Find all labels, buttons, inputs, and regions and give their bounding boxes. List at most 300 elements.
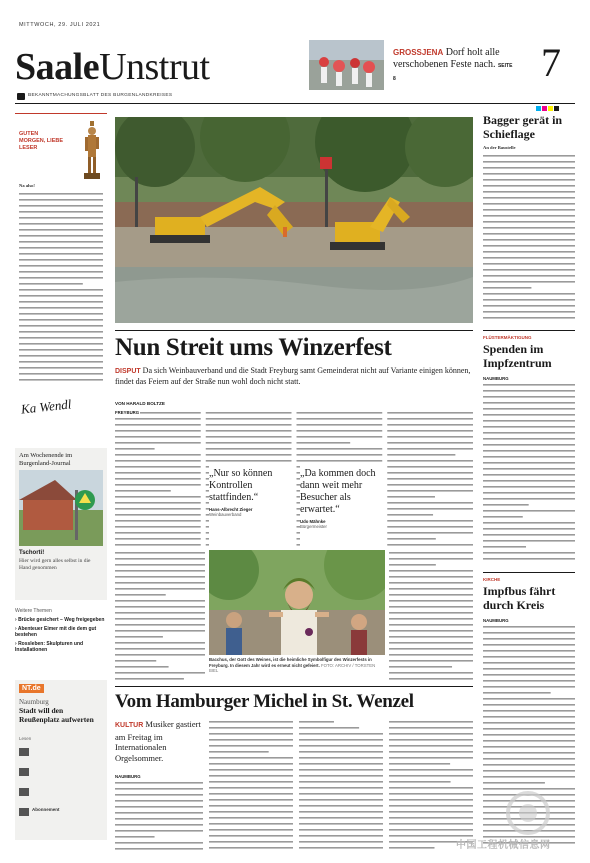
text-line bbox=[115, 824, 203, 826]
text-line bbox=[389, 636, 473, 638]
contact-label: Abonnement bbox=[32, 807, 60, 812]
bottom-dek bbox=[115, 719, 203, 763]
text-line bbox=[483, 558, 575, 560]
text-line bbox=[387, 502, 473, 504]
text-line bbox=[297, 424, 383, 426]
text-line bbox=[299, 817, 383, 819]
morning-column bbox=[15, 113, 107, 435]
text-line bbox=[299, 751, 383, 753]
text-line bbox=[115, 836, 155, 838]
text-line bbox=[115, 794, 203, 796]
text-line bbox=[389, 642, 473, 644]
web-ad-box[interactable] bbox=[15, 680, 107, 840]
text-line bbox=[299, 823, 383, 825]
text-line bbox=[115, 576, 205, 578]
excavator-headline[interactable]: Bagger gerät in Schieflage bbox=[483, 113, 563, 141]
text-line bbox=[297, 430, 383, 432]
more-topics bbox=[15, 608, 107, 654]
pull-quote-1-text: „Nur so können Kontrollen stattfinden.“ bbox=[209, 468, 273, 503]
text-line bbox=[115, 582, 205, 584]
text-line bbox=[299, 781, 383, 783]
text-line bbox=[483, 197, 575, 199]
pull-quote-1-author: Hans-Albrecht Zieger bbox=[209, 507, 253, 512]
text-line bbox=[389, 612, 473, 614]
text-line bbox=[297, 436, 383, 438]
text-line bbox=[19, 301, 103, 303]
text-line bbox=[115, 418, 201, 420]
text-line bbox=[389, 787, 473, 789]
text-line bbox=[389, 733, 473, 735]
text-line bbox=[299, 775, 383, 777]
text-line bbox=[389, 588, 473, 590]
text-line bbox=[19, 373, 103, 375]
text-line bbox=[299, 727, 359, 729]
text-line bbox=[387, 436, 473, 438]
text-line bbox=[483, 299, 575, 301]
text-line bbox=[483, 269, 575, 271]
text-line bbox=[483, 734, 575, 736]
text-line bbox=[483, 414, 575, 416]
text-line bbox=[297, 448, 383, 450]
more-topics-item-label: Rossleben: Skulpturen und Installationen bbox=[15, 640, 84, 653]
text-line bbox=[389, 618, 473, 620]
text-line bbox=[115, 642, 205, 644]
text-line bbox=[115, 466, 201, 468]
text-line bbox=[483, 534, 575, 536]
text-line bbox=[209, 721, 293, 723]
text-line bbox=[19, 361, 103, 363]
text-line bbox=[483, 191, 575, 193]
right-story-1-lines bbox=[483, 382, 575, 562]
text-line bbox=[483, 402, 575, 404]
right-story-2-headline[interactable]: Impfbus fährt durch Kreis bbox=[483, 584, 556, 612]
text-line bbox=[209, 835, 293, 837]
cmyk-magenta bbox=[542, 106, 547, 111]
bacchus-caption bbox=[209, 657, 385, 674]
main-story-body-lines bbox=[115, 410, 473, 550]
text-line bbox=[115, 648, 205, 650]
text-line bbox=[115, 594, 166, 596]
text-line bbox=[483, 662, 575, 664]
text-line bbox=[299, 757, 383, 759]
text-line bbox=[299, 739, 383, 741]
text-line bbox=[483, 632, 575, 634]
text-line bbox=[387, 424, 473, 426]
teaser-block[interactable] bbox=[393, 47, 513, 85]
web-ad-more-link[interactable]: Lesen bbox=[19, 736, 32, 741]
text-line bbox=[389, 769, 473, 771]
text-line bbox=[483, 710, 575, 712]
text-line bbox=[209, 739, 293, 741]
text-line bbox=[299, 769, 383, 771]
text-line bbox=[483, 227, 575, 229]
text-line bbox=[19, 289, 103, 291]
pull-quote-2-role: Bürgermeister bbox=[300, 524, 327, 529]
text-line bbox=[115, 654, 205, 656]
text-line bbox=[483, 468, 575, 470]
masthead-title bbox=[15, 47, 210, 87]
text-line bbox=[297, 412, 383, 414]
bacchus-photo[interactable] bbox=[209, 550, 385, 655]
teaser-photo[interactable] bbox=[309, 40, 384, 90]
text-line bbox=[115, 588, 205, 590]
text-line bbox=[389, 775, 473, 777]
cmyk-black bbox=[554, 106, 559, 111]
more-topics-item[interactable]: › Brücke gesichert – Weg freigegeben bbox=[15, 617, 105, 623]
text-line bbox=[19, 355, 103, 357]
text-line bbox=[389, 570, 473, 572]
text-line bbox=[299, 733, 383, 735]
text-line bbox=[483, 239, 575, 241]
text-line bbox=[19, 319, 103, 321]
text-line bbox=[209, 757, 293, 759]
text-line bbox=[483, 396, 575, 398]
text-line bbox=[483, 233, 575, 235]
text-line bbox=[115, 490, 171, 492]
excavator-photo[interactable] bbox=[115, 117, 473, 323]
text-line bbox=[206, 448, 292, 450]
text-line bbox=[209, 793, 293, 795]
text-line bbox=[389, 811, 473, 813]
text-line bbox=[115, 624, 205, 626]
text-line bbox=[297, 418, 383, 420]
masthead-subtitle: BEKANNTMACHUNGSBLATT DES BURGENLANDKREISES bbox=[28, 93, 173, 98]
web-ad-headline: Stadt will den Reußenplatz aufwerten bbox=[19, 706, 94, 724]
text-line bbox=[483, 384, 575, 386]
right-story-2-kicker: KIRCHE bbox=[483, 577, 501, 582]
text-line bbox=[209, 733, 293, 735]
text-line bbox=[389, 757, 473, 759]
text-line bbox=[19, 337, 103, 339]
text-line bbox=[483, 704, 575, 706]
text-line bbox=[206, 424, 292, 426]
text-line bbox=[389, 793, 473, 795]
text-line bbox=[115, 472, 201, 474]
main-headline[interactable]: Nun Streit ums Winzerfest bbox=[115, 334, 392, 361]
text-line bbox=[19, 325, 103, 327]
text-line bbox=[483, 426, 575, 428]
weekend-box-title: Am Wochenende im Burgenland-Journal bbox=[19, 452, 73, 467]
text-line bbox=[387, 472, 473, 474]
text-line bbox=[389, 721, 473, 723]
text-line bbox=[483, 740, 575, 742]
more-topics-item[interactable]: › Abenteuer Eimer mit die dem gut bestehen bbox=[15, 625, 97, 638]
text-line bbox=[209, 823, 293, 825]
text-line bbox=[387, 520, 473, 522]
text-line bbox=[389, 552, 473, 554]
text-line bbox=[389, 582, 473, 584]
pull-quote-2 bbox=[300, 462, 384, 550]
text-line bbox=[387, 454, 455, 456]
text-line bbox=[115, 478, 201, 480]
text-line bbox=[387, 460, 473, 462]
text-line bbox=[19, 217, 103, 219]
text-line bbox=[297, 442, 351, 444]
text-line bbox=[483, 644, 575, 646]
text-line bbox=[206, 454, 292, 456]
text-line bbox=[483, 203, 575, 205]
text-line bbox=[483, 546, 526, 548]
text-line bbox=[209, 811, 293, 813]
teaser-page-ref: SEITE 8 bbox=[393, 63, 513, 82]
pull-quote-1-role: Weinbauverband bbox=[209, 512, 242, 517]
text-line bbox=[483, 245, 575, 247]
text-line bbox=[387, 484, 473, 486]
text-line bbox=[389, 666, 452, 668]
text-line bbox=[387, 514, 433, 516]
text-line bbox=[299, 847, 383, 849]
text-line bbox=[115, 454, 201, 456]
text-line bbox=[483, 480, 575, 482]
text-line bbox=[483, 540, 575, 542]
text-line bbox=[389, 745, 473, 747]
text-line bbox=[115, 830, 203, 832]
text-line bbox=[115, 618, 205, 620]
masthead-rule bbox=[15, 103, 575, 104]
text-line bbox=[387, 430, 473, 432]
teaser-text: Dorf holt alle verschobenen Feste nach. bbox=[393, 47, 500, 70]
text-line bbox=[19, 307, 103, 309]
text-line bbox=[206, 412, 292, 414]
text-line bbox=[206, 418, 292, 420]
text-line bbox=[483, 656, 575, 658]
morning-column-text-lines bbox=[19, 191, 103, 381]
weekend-box-caption: Hier wird gern alles selbst in die Hand genommen bbox=[19, 558, 91, 571]
morning-column-intro: Na also! bbox=[19, 183, 35, 188]
bottom-kicker: KULTUR bbox=[115, 722, 144, 729]
watermark-logo-icon bbox=[498, 790, 558, 836]
text-line bbox=[209, 787, 293, 789]
text-line bbox=[483, 764, 575, 766]
bacchus-caption-text: Bacchus, der Gott des Weines, ist die heimliche Symbolfigur des Winzerfests in Freyburg. In diesem Jahr wird es erneut nicht gefeiert. bbox=[209, 657, 372, 668]
text-line bbox=[206, 442, 292, 444]
text-line bbox=[115, 544, 201, 546]
watermark-text: 中国工程机械信息网 bbox=[456, 840, 551, 851]
text-line bbox=[115, 660, 156, 662]
text-line bbox=[115, 442, 201, 444]
text-line bbox=[299, 829, 383, 831]
text-line bbox=[19, 205, 103, 207]
right-story-1-dateline: NAUMBURG bbox=[483, 376, 509, 381]
text-line bbox=[19, 247, 103, 249]
text-line bbox=[483, 215, 575, 217]
text-line bbox=[115, 496, 201, 498]
text-line bbox=[115, 612, 205, 614]
text-line bbox=[19, 283, 83, 285]
text-line bbox=[387, 490, 473, 492]
text-line bbox=[483, 650, 575, 652]
text-line bbox=[19, 253, 103, 255]
main-kicker: DISPUT bbox=[115, 368, 141, 375]
text-line bbox=[19, 349, 103, 351]
text-line bbox=[483, 287, 531, 289]
text-line bbox=[299, 805, 383, 807]
main-story-col4-lines bbox=[389, 550, 473, 682]
text-line bbox=[483, 155, 575, 157]
author-signature: Ka Wendl bbox=[20, 396, 73, 417]
text-line bbox=[299, 793, 383, 795]
text-line bbox=[19, 343, 103, 345]
text-line bbox=[483, 263, 575, 265]
statue-illustration bbox=[81, 119, 103, 181]
text-line bbox=[387, 508, 473, 510]
text-line bbox=[389, 739, 473, 741]
text-line bbox=[483, 221, 575, 223]
text-line bbox=[115, 552, 205, 554]
text-line bbox=[19, 235, 103, 237]
text-line bbox=[297, 454, 383, 456]
text-line bbox=[115, 502, 201, 504]
more-topics-item[interactable]: › Rossleben: Skulpturen und Installationen bbox=[15, 640, 84, 653]
text-line bbox=[389, 624, 473, 626]
text-line bbox=[19, 313, 103, 315]
bacchus-photo-credit: FOTO: ARCHIV / TORSTEN BIEL bbox=[209, 662, 376, 673]
weekend-box-photo bbox=[19, 470, 103, 546]
text-line bbox=[389, 763, 450, 765]
text-line bbox=[389, 648, 473, 650]
text-line bbox=[389, 630, 473, 632]
text-line bbox=[299, 841, 383, 843]
text-line bbox=[19, 331, 103, 333]
morning-column-rule bbox=[15, 113, 107, 114]
right-rule-1 bbox=[483, 330, 575, 331]
text-line bbox=[483, 438, 575, 440]
text-line bbox=[483, 390, 575, 392]
text-line bbox=[209, 781, 293, 783]
text-line bbox=[115, 606, 205, 608]
text-line bbox=[115, 842, 203, 844]
pull-quote-2-author: Udo Mähnke bbox=[300, 519, 326, 524]
text-line bbox=[483, 746, 575, 748]
text-line bbox=[19, 379, 103, 381]
text-line bbox=[19, 199, 103, 201]
text-line bbox=[389, 594, 473, 596]
text-line bbox=[389, 847, 434, 849]
page-number: 7 bbox=[541, 40, 561, 85]
right-story-1-kicker: FLÜSTERMÄKTIGUNG bbox=[483, 335, 532, 340]
web-ad-city: Naumburg bbox=[19, 698, 49, 706]
text-line bbox=[483, 257, 575, 259]
text-line bbox=[389, 558, 473, 560]
text-line bbox=[115, 630, 205, 632]
text-line bbox=[19, 265, 103, 267]
text-line bbox=[299, 787, 383, 789]
text-line bbox=[206, 430, 292, 432]
text-line bbox=[209, 805, 293, 807]
text-line bbox=[389, 817, 473, 819]
text-line bbox=[483, 516, 523, 518]
text-line bbox=[299, 745, 383, 747]
bottom-body-lines bbox=[209, 719, 473, 849]
text-line bbox=[387, 496, 435, 498]
excavator-story-lead: An der Baustelle bbox=[483, 145, 516, 150]
text-line bbox=[115, 484, 201, 486]
text-line bbox=[115, 570, 205, 572]
text-line bbox=[209, 829, 293, 831]
text-line bbox=[115, 430, 201, 432]
text-line bbox=[483, 311, 575, 313]
text-line bbox=[389, 805, 473, 807]
right-story-1-headline[interactable]: Spenden im Impfzentrum bbox=[483, 342, 552, 370]
text-line bbox=[115, 558, 205, 560]
text-line bbox=[483, 420, 575, 422]
text-line bbox=[389, 781, 451, 783]
text-line bbox=[483, 251, 575, 253]
text-line bbox=[387, 442, 473, 444]
text-line bbox=[19, 193, 103, 195]
main-dateline: FREYBURG bbox=[115, 410, 140, 415]
text-line bbox=[209, 817, 293, 819]
text-line bbox=[115, 460, 201, 462]
text-line bbox=[389, 606, 473, 608]
text-line bbox=[115, 514, 201, 516]
cmyk-cyan bbox=[536, 106, 541, 111]
text-line bbox=[19, 241, 103, 243]
text-line bbox=[389, 660, 473, 662]
main-byline: VON HARALD BOLTZE bbox=[115, 401, 165, 406]
main-story-rule bbox=[115, 330, 473, 331]
text-line bbox=[19, 211, 103, 213]
weekend-box[interactable] bbox=[15, 448, 107, 600]
text-line bbox=[115, 520, 201, 522]
text-line bbox=[483, 668, 575, 670]
text-line bbox=[389, 751, 473, 753]
text-line bbox=[387, 448, 473, 450]
text-line bbox=[389, 727, 473, 729]
text-line bbox=[483, 167, 575, 169]
text-line bbox=[115, 678, 184, 680]
more-topics-item-label: Brücke gesichert – Weg freigegeben bbox=[18, 617, 105, 623]
text-line bbox=[483, 504, 529, 506]
text-line bbox=[209, 727, 293, 729]
text-line bbox=[115, 818, 203, 820]
text-line bbox=[483, 275, 575, 277]
text-line bbox=[115, 806, 203, 808]
web-ad-logo: NT.de bbox=[19, 684, 44, 693]
text-line bbox=[115, 448, 155, 450]
teaser-kicker: GROSSJENA bbox=[393, 48, 444, 57]
bottom-headline[interactable]: Vom Hamburger Michel in St. Wenzel bbox=[115, 691, 414, 712]
text-line bbox=[115, 564, 205, 566]
text-line bbox=[389, 799, 473, 801]
morning-column-header: GUTEN MORGEN, LIEBE LESER bbox=[19, 131, 64, 151]
text-line bbox=[483, 450, 575, 452]
teaser-photo-image bbox=[309, 40, 384, 90]
text-line bbox=[483, 317, 575, 319]
text-line bbox=[483, 752, 575, 754]
text-line bbox=[483, 293, 575, 295]
bottom-story-rule bbox=[115, 686, 473, 687]
text-line bbox=[209, 841, 293, 843]
text-line bbox=[483, 680, 575, 682]
text-line bbox=[483, 432, 575, 434]
text-line bbox=[483, 776, 575, 778]
text-line bbox=[389, 672, 473, 674]
text-line bbox=[209, 847, 293, 849]
main-dek-text: Da sich Weinbauverband und die Stadt Freyburg samt Gemeinderat nicht auf Variante einigen können, findet das Feiern auf der Straße nun wohl doch nicht statt. bbox=[115, 366, 471, 386]
main-dek bbox=[115, 366, 473, 387]
masthead-title-part1: Saale bbox=[15, 46, 100, 88]
text-line bbox=[389, 823, 473, 825]
text-line bbox=[483, 716, 575, 718]
text-line bbox=[299, 835, 383, 837]
text-line bbox=[299, 811, 383, 813]
text-line bbox=[299, 799, 383, 801]
text-line bbox=[483, 179, 575, 181]
text-line bbox=[483, 770, 575, 772]
pull-quote-1 bbox=[209, 462, 293, 550]
text-line bbox=[209, 751, 269, 753]
